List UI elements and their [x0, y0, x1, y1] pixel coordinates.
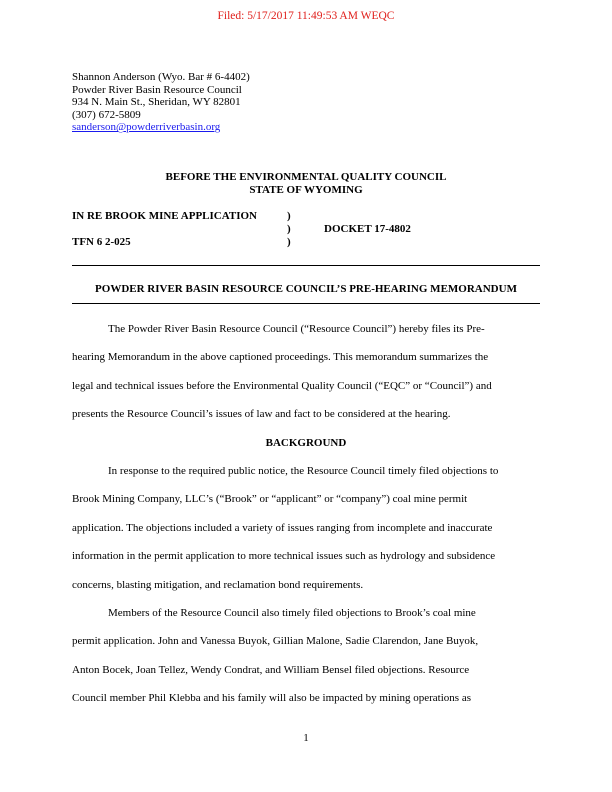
- matter-title: IN RE BROOK MINE APPLICATION: [72, 210, 257, 222]
- docket-number: DOCKET 17-4802: [324, 223, 411, 235]
- filed-stamp: Filed: 5/17/2017 11:49:53 AM WEQC: [217, 10, 395, 22]
- email-link[interactable]: sanderson@powderriverbasin.org: [72, 121, 221, 134]
- paragraph-line: application. The objections included a variety of issues ranging from incomplete and inaccurate: [72, 521, 493, 534]
- council-name: BEFORE THE ENVIRONMENTAL QUALITY COUNCIL: [165, 171, 447, 183]
- street-address: 934 N. Main St., Sheridan, WY 82801: [72, 96, 241, 109]
- divider-top: [72, 265, 540, 266]
- paragraph-line: presents the Resource Council’s issues of law and fact to be considered at the hearing.: [72, 408, 451, 421]
- background-heading: BACKGROUND: [265, 436, 347, 449]
- attorney-contact-block: [72, 71, 250, 134]
- paragraph-line: information in the permit application to more technical issues such as hydrology and subsidence: [72, 550, 496, 563]
- council-state: STATE OF WYOMING: [249, 183, 363, 196]
- bracket: ): [287, 223, 291, 235]
- memorandum-body: [72, 315, 540, 713]
- paragraph-line: legal and technical issues before the Environmental Quality Council (“EQC” or “Council”) and: [72, 379, 492, 392]
- paragraph-line: Anton Bocek, Joan Tellez, Wendy Condrat, and William Bensel filed objections. Resource: [72, 663, 470, 676]
- case-caption: [72, 210, 257, 249]
- intro-paragraph: [72, 315, 540, 429]
- council-heading: [0, 171, 612, 196]
- memorandum-title: POWDER RIVER BASIN RESOURCE COUNCIL’S PRE-HEARING MEMORANDUM: [95, 283, 517, 295]
- paragraph-line: concerns, blasting mitigation, and reclamation bond requirements.: [72, 578, 364, 591]
- page-number: 1: [303, 732, 309, 744]
- members-paragraph: [72, 599, 540, 713]
- divider-bottom: [72, 303, 540, 304]
- tfn-number: TFN 6 2-025: [72, 236, 131, 248]
- paragraph-line: hearing Memorandum in the above captioned proceedings. This memorandum summarizes the: [72, 351, 489, 364]
- caption-brackets: [287, 210, 291, 249]
- paragraph-line: In response to the required public notice, the Resource Council timely filed objections to: [108, 465, 499, 478]
- phone-number: (307) 672-5809: [72, 108, 141, 121]
- paragraph-line: Council member Phil Klebba and his family will also be impacted by mining operations as: [72, 692, 471, 705]
- paragraph-line: Members of the Resource Council also timely filed objections to Brook’s coal mine: [108, 607, 476, 620]
- paragraph-line: The Powder River Basin Resource Council (“Resource Council”) hereby files its Pre-: [108, 323, 485, 335]
- bracket: ): [287, 236, 291, 248]
- organization-name: Powder River Basin Resource Council: [72, 83, 242, 96]
- paragraph-line: permit application. John and Vanessa Buyok, Gillian Malone, Sadie Clarendon, Jane Buyok,: [72, 635, 479, 648]
- attorney-name: Shannon Anderson (Wyo. Bar # 6-4402): [72, 71, 250, 83]
- background-paragraph: [72, 457, 540, 599]
- bracket: ): [287, 210, 291, 222]
- paragraph-line: Brook Mining Company, LLC’s (“Brook” or “applicant” or “company”) coal mine permit: [72, 493, 468, 506]
